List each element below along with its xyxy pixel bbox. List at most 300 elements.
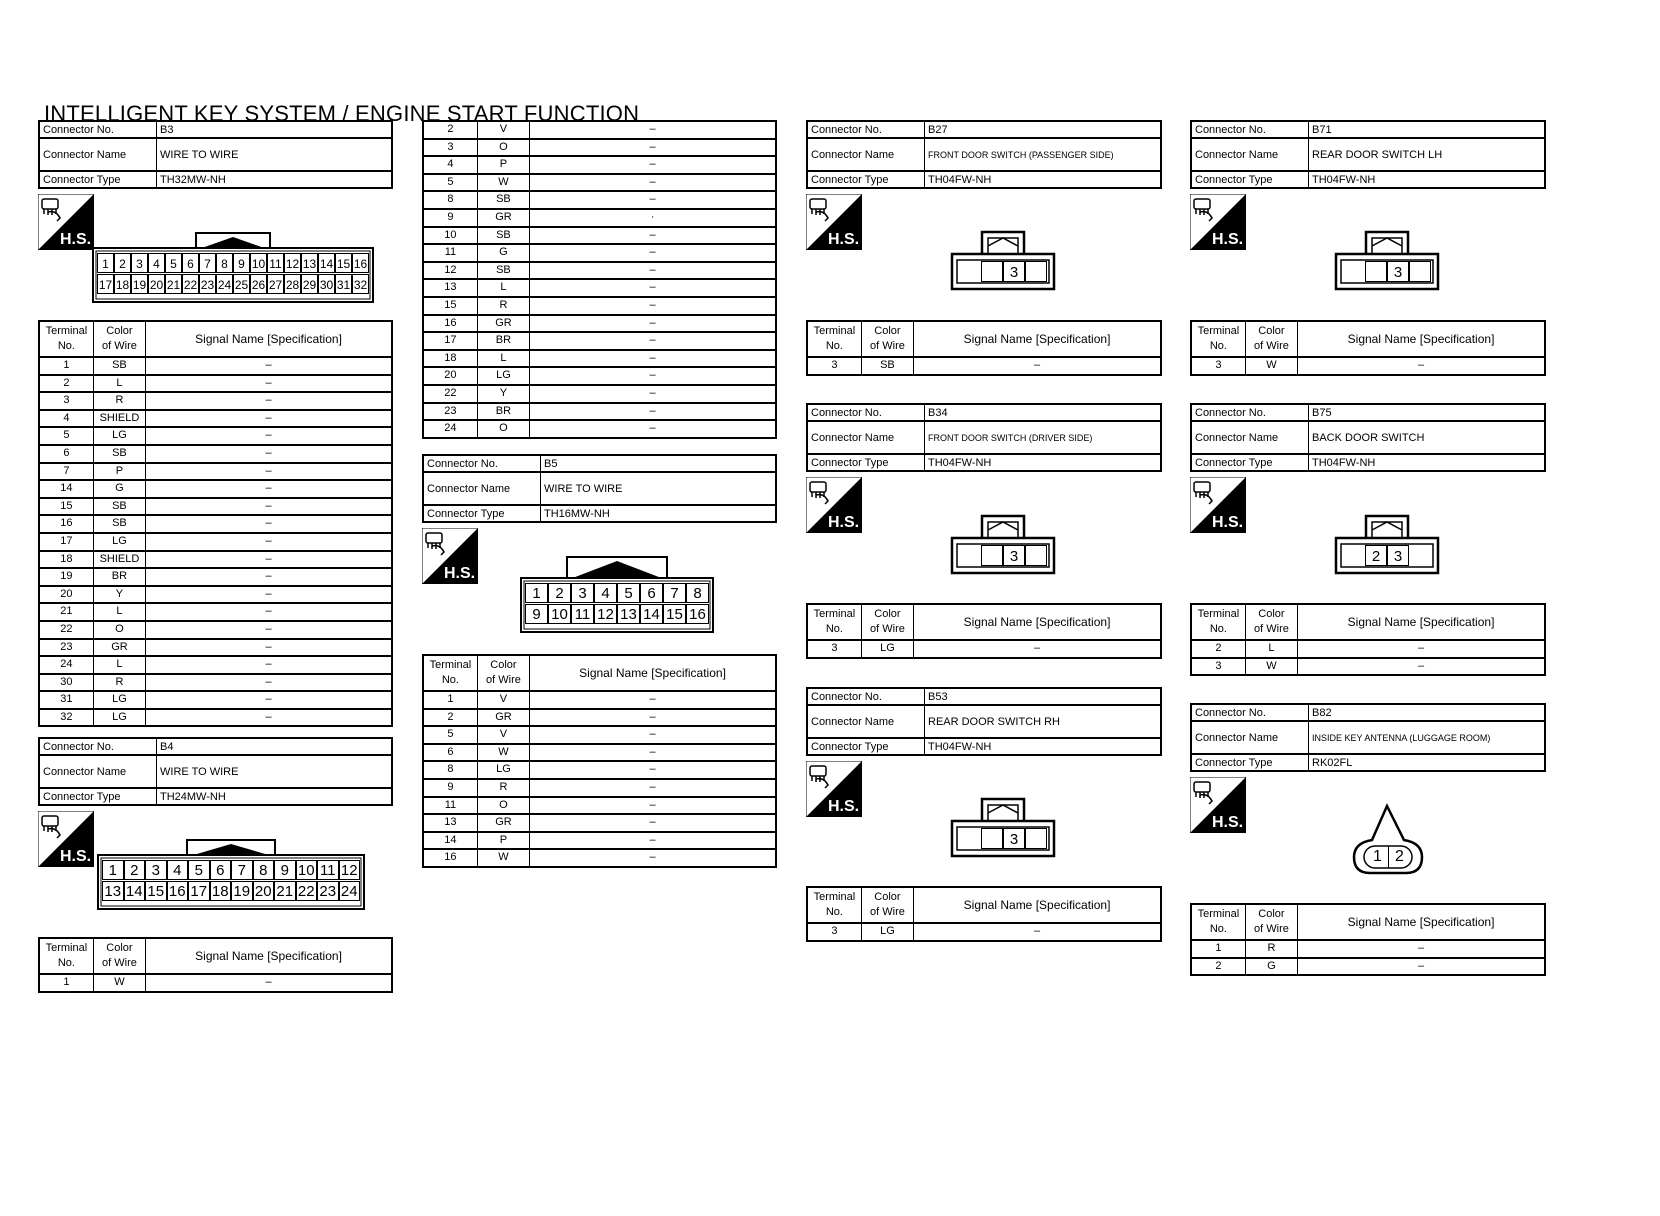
- terminal-table-b5: [422, 654, 777, 868]
- pin-10: 10: [250, 253, 267, 273]
- harness-side-badge: [1190, 777, 1246, 833]
- pin-16: 16: [167, 881, 189, 901]
- wire-color: SB: [477, 191, 529, 209]
- pin-4: 4: [594, 583, 617, 603]
- connector-name-label: Connector Name: [1191, 138, 1309, 171]
- wire-color: L: [477, 279, 529, 297]
- signal-name: –: [530, 385, 776, 403]
- terminal-table-b75: [1190, 603, 1546, 676]
- pin-31: 31: [335, 274, 352, 294]
- connector-name-value: FRONT DOOR SWITCH (DRIVER SIDE): [925, 421, 1162, 454]
- harness-side-badge: [806, 477, 862, 533]
- terminal-no: 2: [1191, 640, 1245, 658]
- wire-color: SB: [477, 227, 529, 245]
- terminal-no-header: [807, 887, 861, 923]
- signal-name: –: [146, 974, 392, 992]
- terminal-table-b27: [806, 320, 1162, 376]
- pin-11: 11: [317, 860, 339, 880]
- connector-name-value: WIRE TO WIRE: [541, 472, 777, 505]
- pin-9: 9: [274, 860, 296, 880]
- table-row: [39, 533, 392, 551]
- connector-no-label: Connector No.: [39, 121, 157, 138]
- color-of-wire-header: [477, 655, 529, 691]
- pin-17: 17: [188, 881, 210, 901]
- terminal-no: 20: [39, 586, 93, 604]
- table-row: [423, 315, 776, 333]
- terminal-no: 11: [423, 797, 477, 815]
- connector-no-value: B27: [925, 121, 1162, 138]
- wire-color: Y: [477, 385, 529, 403]
- pin-21: 21: [165, 274, 182, 294]
- connector-name-label: Connector Name: [423, 472, 541, 505]
- pin-row: [981, 261, 1047, 282]
- terminal-no: 18: [423, 350, 477, 368]
- wire-color: O: [477, 420, 529, 438]
- svg-text:H.S.: H.S.: [444, 565, 476, 582]
- wire-color: GR: [477, 209, 529, 227]
- pin-1: 1: [102, 860, 124, 880]
- terminal-table-b53: [806, 886, 1162, 942]
- signal-name: –: [530, 262, 776, 280]
- header-line: No.: [57, 957, 75, 969]
- wire-color: P: [93, 463, 145, 481]
- pin-row: [1367, 846, 1410, 868]
- table-row: [423, 797, 776, 815]
- pin-7: 7: [663, 583, 686, 603]
- harness-side-badge: [806, 194, 862, 250]
- signal-name: –: [530, 849, 776, 867]
- signal-name: –: [530, 297, 776, 315]
- pin-empty: [1025, 261, 1047, 282]
- header-line: Terminal: [813, 325, 856, 337]
- header-line: of Wire: [870, 340, 905, 352]
- signal-name: –: [530, 350, 776, 368]
- terminal-no: 15: [423, 297, 477, 315]
- signal-name-header: Signal Name [Specification]: [914, 321, 1161, 357]
- terminal-no: 31: [39, 691, 93, 709]
- connector-type-label: Connector Type: [807, 454, 925, 471]
- terminal-no: 6: [39, 445, 93, 463]
- connector-diagram-b82: [1350, 803, 1426, 877]
- wire-color: SB: [93, 357, 145, 375]
- pin-3: 3: [1003, 261, 1025, 282]
- terminal-no: 16: [423, 849, 477, 867]
- connector-type-value: TH04FW-NH: [925, 454, 1162, 471]
- terminal-no: 3: [39, 392, 93, 410]
- table-row: [423, 832, 776, 850]
- connector-name-label: Connector Name: [807, 705, 925, 738]
- table-row: [423, 726, 776, 744]
- pin-3: 3: [1003, 545, 1025, 566]
- connector-diagram-b75: [1334, 514, 1440, 576]
- terminal-no: 24: [39, 656, 93, 674]
- harness-side-badge: [38, 194, 94, 250]
- connector-info-b82: [1190, 703, 1546, 772]
- table-row: [423, 367, 776, 385]
- svg-text:H.S.: H.S.: [60, 231, 92, 248]
- connector-name-value: REAR DOOR SWITCH LH: [1309, 138, 1546, 171]
- signal-name: –: [530, 244, 776, 262]
- table-row: [39, 392, 392, 410]
- connector-type-value: TH24MW-NH: [157, 788, 393, 805]
- color-of-wire-header: [861, 604, 913, 640]
- connector-no-value: B3: [157, 121, 393, 138]
- wire-color: G: [477, 244, 529, 262]
- harness-side-badge: [1190, 477, 1246, 533]
- pin-14: 14: [318, 253, 335, 273]
- wire-color: W: [477, 174, 529, 192]
- signal-name: –: [530, 420, 776, 438]
- wire-color: L: [93, 375, 145, 393]
- connector-type-label: Connector Type: [807, 171, 925, 188]
- connector-info-b53: [806, 687, 1162, 756]
- pin-1: 1: [97, 253, 114, 273]
- signal-name-header: Signal Name [Specification]: [914, 887, 1161, 923]
- header-line: Color: [874, 608, 901, 620]
- page-title: INTELLIGENT KEY SYSTEM / ENGINE START FUNCTION: [44, 101, 640, 126]
- signal-name-header: Signal Name [Specification]: [146, 321, 392, 357]
- connector-type-label: Connector Type: [39, 171, 157, 188]
- header-line: of Wire: [486, 674, 521, 686]
- header-line: of Wire: [1254, 340, 1289, 352]
- header-line: of Wire: [1254, 923, 1289, 935]
- header-line: Terminal: [1197, 608, 1240, 620]
- terminal-no: 5: [423, 174, 477, 192]
- terminal-no: 1: [39, 357, 93, 375]
- connector-type-label: Connector Type: [1191, 171, 1309, 188]
- terminal-no: 7: [39, 463, 93, 481]
- wire-color: W: [477, 744, 529, 762]
- terminal-table-b4: [38, 937, 393, 993]
- terminal-table-b4: [422, 120, 777, 439]
- pin-2: 2: [124, 860, 146, 880]
- connector-no-label: Connector No.: [1191, 121, 1309, 138]
- signal-name: –: [146, 480, 392, 498]
- connector-no-label: Connector No.: [807, 121, 925, 138]
- color-of-wire-header: [1245, 604, 1297, 640]
- pin-empty: [981, 545, 1003, 566]
- signal-name: –: [530, 121, 776, 139]
- wire-color: SB: [861, 357, 913, 375]
- pin-15: 15: [145, 881, 167, 901]
- terminal-no: 3: [807, 923, 861, 941]
- svg-text:H.S.: H.S.: [828, 514, 860, 531]
- table-row: [423, 779, 776, 797]
- signal-name: –: [146, 410, 392, 428]
- table-row: [807, 923, 1161, 941]
- terminal-no: 21: [39, 603, 93, 621]
- connector-diagram-b4: [97, 838, 365, 910]
- terminal-no: 1: [39, 974, 93, 992]
- connector-no-value: B82: [1309, 704, 1546, 721]
- table-row: [423, 691, 776, 709]
- terminal-no-header: [1191, 321, 1245, 357]
- signal-name: –: [530, 779, 776, 797]
- signal-name: –: [146, 709, 392, 727]
- connector-type-value: TH04FW-NH: [1309, 171, 1546, 188]
- connector-type-label: Connector Type: [1191, 454, 1309, 471]
- harness-side-badge: [422, 528, 478, 584]
- terminal-no-header: [1191, 604, 1245, 640]
- connector-no-value: B4: [157, 738, 393, 755]
- terminal-no: 30: [39, 674, 93, 692]
- connector-info-b71: [1190, 120, 1546, 189]
- connector-name-label: Connector Name: [807, 138, 925, 171]
- wire-color: LG: [93, 709, 145, 727]
- pin-10: 10: [296, 860, 318, 880]
- wire-color: W: [1245, 658, 1297, 676]
- pin-19: 19: [231, 881, 253, 901]
- pin-row: [97, 274, 369, 294]
- table-row: [423, 121, 776, 139]
- header-line: Terminal: [1197, 325, 1240, 337]
- signal-name: –: [914, 640, 1161, 658]
- wire-color: V: [477, 121, 529, 139]
- connector-info-b27: [806, 120, 1162, 189]
- table-row: [423, 814, 776, 832]
- signal-name: –: [146, 621, 392, 639]
- pin-13: 13: [617, 604, 640, 624]
- header-line: Color: [490, 659, 517, 671]
- terminal-no-header: [1191, 904, 1245, 940]
- svg-text:H.S.: H.S.: [60, 848, 92, 865]
- connector-no-label: Connector No.: [423, 455, 541, 472]
- table-row: [1191, 940, 1545, 958]
- wire-color: R: [93, 674, 145, 692]
- table-row: [423, 227, 776, 245]
- color-of-wire-header: [1245, 904, 1297, 940]
- signal-name-header: Signal Name [Specification]: [1298, 321, 1545, 357]
- wire-color: W: [477, 849, 529, 867]
- connector-name-value: WIRE TO WIRE: [157, 755, 393, 788]
- pin-29: 29: [301, 274, 318, 294]
- connector-info-b34: [806, 403, 1162, 472]
- pin-row: [1365, 545, 1409, 566]
- header-line: Color: [1258, 608, 1285, 620]
- wire-color: LG: [93, 533, 145, 551]
- terminal-no-header: [807, 321, 861, 357]
- pin-row: [981, 828, 1047, 849]
- wire-color: GR: [93, 639, 145, 657]
- signal-name-header: Signal Name [Specification]: [1298, 604, 1545, 640]
- signal-name: –: [530, 332, 776, 350]
- pin-12: 12: [339, 860, 361, 880]
- pin-13: 13: [102, 881, 124, 901]
- pin-30: 30: [318, 274, 335, 294]
- signal-name: –: [530, 832, 776, 850]
- terminal-no: 4: [423, 156, 477, 174]
- wire-color: R: [1245, 940, 1297, 958]
- connector-no-value: B34: [925, 404, 1162, 421]
- wire-color: O: [93, 621, 145, 639]
- terminal-no-header: [39, 321, 93, 357]
- terminal-no-header: [423, 655, 477, 691]
- connector-diagram-b27: [950, 230, 1056, 292]
- pin-14: 14: [124, 881, 146, 901]
- terminal-no: 2: [423, 121, 477, 139]
- table-row: [39, 691, 392, 709]
- connector-info-b4: [38, 737, 393, 806]
- wire-color: GR: [477, 709, 529, 727]
- table-row: [423, 174, 776, 192]
- pin-6: 6: [640, 583, 663, 603]
- terminal-no: 32: [39, 709, 93, 727]
- table-row: [39, 515, 392, 533]
- wire-color: G: [93, 480, 145, 498]
- wire-color: L: [93, 603, 145, 621]
- header-line: No.: [825, 906, 843, 918]
- table-row: [423, 262, 776, 280]
- wire-color: SB: [477, 262, 529, 280]
- connector-name-label: Connector Name: [39, 138, 157, 171]
- table-row: [39, 551, 392, 569]
- terminal-no: 14: [39, 480, 93, 498]
- connector-no-label: Connector No.: [807, 688, 925, 705]
- terminal-no: 2: [1191, 958, 1245, 976]
- table-row: [39, 639, 392, 657]
- terminal-no: 1: [1191, 940, 1245, 958]
- signal-name: –: [530, 279, 776, 297]
- connector-hand-icon: [42, 199, 60, 221]
- terminal-no: 5: [423, 726, 477, 744]
- header-line: No.: [825, 340, 843, 352]
- table-row: [423, 191, 776, 209]
- wire-color: GR: [477, 814, 529, 832]
- wire-color: W: [1245, 357, 1297, 375]
- signal-name: –: [146, 586, 392, 604]
- terminal-no: 11: [423, 244, 477, 262]
- pin-15: 15: [335, 253, 352, 273]
- pin-8: 8: [686, 583, 709, 603]
- wire-color: BR: [477, 332, 529, 350]
- connector-hand-icon: [810, 199, 828, 221]
- table-row: [807, 357, 1161, 375]
- harness-side-badge: [806, 761, 862, 817]
- pin-32: 32: [352, 274, 369, 294]
- connector-type-label: Connector Type: [1191, 754, 1309, 771]
- pin-row: [981, 545, 1047, 566]
- header-line: Terminal: [813, 891, 856, 903]
- pin-6: 6: [210, 860, 232, 880]
- table-row: [39, 357, 392, 375]
- signal-name: –: [146, 375, 392, 393]
- table-row: [39, 445, 392, 463]
- pin-6: 6: [182, 253, 199, 273]
- pin-2: 2: [1395, 848, 1404, 865]
- color-of-wire-header: [93, 321, 145, 357]
- pin-3: 3: [145, 860, 167, 880]
- pin-3: 3: [571, 583, 594, 603]
- harness-side-badge: [38, 811, 94, 867]
- terminal-no: 14: [423, 832, 477, 850]
- signal-name: –: [146, 515, 392, 533]
- wire-color: L: [477, 350, 529, 368]
- svg-text:H.S.: H.S.: [1212, 231, 1244, 248]
- terminal-no-header: [39, 938, 93, 974]
- pin-27: 27: [267, 274, 284, 294]
- header-line: No.: [57, 340, 75, 352]
- signal-name: –: [146, 674, 392, 692]
- header-line: Terminal: [45, 325, 88, 337]
- header-line: No.: [1209, 923, 1227, 935]
- connector-no-label: Connector No.: [39, 738, 157, 755]
- signal-name: –: [530, 744, 776, 762]
- signal-name: –: [146, 463, 392, 481]
- terminal-table-b71: [1190, 320, 1546, 376]
- table-row: [1191, 958, 1545, 976]
- signal-name-header: Signal Name [Specification]: [914, 604, 1161, 640]
- connector-hand-icon: [810, 482, 828, 504]
- table-row: [1191, 658, 1545, 676]
- connector-no-label: Connector No.: [1191, 404, 1309, 421]
- harness-side-badge: [1190, 194, 1246, 250]
- terminal-table-b3: [38, 320, 393, 727]
- connector-name-label: Connector Name: [1191, 721, 1309, 754]
- table-row: [423, 761, 776, 779]
- terminal-no-header: [807, 604, 861, 640]
- pin-11: 11: [571, 604, 594, 624]
- signal-name-header: Signal Name [Specification]: [1298, 904, 1545, 940]
- table-row: [423, 139, 776, 157]
- terminal-no: 1: [423, 691, 477, 709]
- pin-3: 3: [1003, 828, 1025, 849]
- connector-info-b5: [422, 454, 777, 523]
- pin-empty: [1025, 545, 1047, 566]
- signal-name: –: [146, 691, 392, 709]
- pin-20: 20: [253, 881, 275, 901]
- table-row: [39, 463, 392, 481]
- wire-color: SHIELD: [93, 551, 145, 569]
- signal-name: ·: [530, 209, 776, 227]
- connector-name-value: FRONT DOOR SWITCH (PASSENGER SIDE): [925, 138, 1162, 171]
- table-row: [423, 385, 776, 403]
- signal-name: –: [530, 691, 776, 709]
- pin-9: 9: [233, 253, 250, 273]
- terminal-no: 18: [39, 551, 93, 569]
- pin-24: 24: [339, 881, 361, 901]
- color-of-wire-header: [861, 321, 913, 357]
- signal-name: –: [146, 392, 392, 410]
- terminal-no: 23: [39, 639, 93, 657]
- signal-name: –: [146, 533, 392, 551]
- pin-empty: [981, 261, 1003, 282]
- table-row: [39, 498, 392, 516]
- pin-18: 18: [210, 881, 232, 901]
- table-row: [39, 709, 392, 727]
- connector-no-value: B75: [1309, 404, 1546, 421]
- header-line: of Wire: [870, 623, 905, 635]
- signal-name: –: [530, 814, 776, 832]
- terminal-no: 19: [39, 568, 93, 586]
- svg-text:H.S.: H.S.: [1212, 514, 1244, 531]
- color-of-wire-header: [861, 887, 913, 923]
- wire-color: P: [477, 832, 529, 850]
- pin-22: 22: [182, 274, 199, 294]
- terminal-no: 9: [423, 209, 477, 227]
- table-row: [423, 420, 776, 438]
- terminal-no: 8: [423, 191, 477, 209]
- pin-10: 10: [548, 604, 571, 624]
- header-line: of Wire: [870, 906, 905, 918]
- signal-name: –: [1298, 940, 1545, 958]
- terminal-no: 17: [39, 533, 93, 551]
- wire-color: SHIELD: [93, 410, 145, 428]
- table-row: [423, 332, 776, 350]
- signal-name: –: [914, 923, 1161, 941]
- connector-hand-icon: [1194, 782, 1212, 804]
- signal-name: –: [1298, 640, 1545, 658]
- pin-13: 13: [301, 253, 318, 273]
